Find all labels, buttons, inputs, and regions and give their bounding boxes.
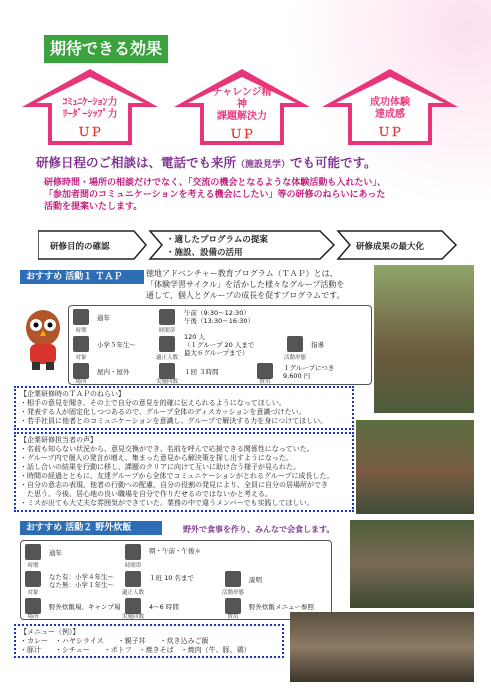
step-2a: ・適したプログラムの提案: [166, 235, 268, 245]
cell-label: 適正人数: [121, 590, 144, 596]
menu-line: ・カレー ・ハヤシライス ・親子丼 ・炊き込みご飯: [20, 637, 209, 645]
tap-group-photo: [356, 420, 474, 514]
arrow-challenge: [172, 67, 312, 147]
cell-label: 実施回数: [155, 379, 178, 385]
consult-line: [36, 153, 377, 171]
arrow-communication: [20, 67, 160, 147]
cell-value: 4～6 時間: [149, 603, 179, 611]
client-voice-box: [14, 432, 354, 512]
activity2-info-grid: [20, 540, 332, 620]
instructor-icon: [225, 571, 241, 587]
cooking-fire-photo: [290, 612, 474, 682]
consult-tail: でも可能です。: [290, 155, 377, 170]
consult-main: 研修日程のご相談は、電話でも来所: [36, 155, 237, 170]
intro-line: 通して、個人とグループの成長を促すプログラムです。: [146, 291, 345, 300]
cell-value: １班 10 名まで: [149, 574, 194, 582]
cell-value: １回 ３時間: [184, 368, 219, 376]
box-line: ・グループ内で個人の発言が増え、集まった意見から解決策を探し出すようになった。: [20, 454, 293, 462]
cell-value: 朝・午前・午後＊: [149, 547, 201, 555]
box-line: ・若手社員に他者とのコミュニケーションを意識し、グループで解決する力を身につけてほしい。: [20, 417, 328, 425]
menu-line: ・豚汁 ・シチュー ・ポトフ ・焼きそば ・焼肉（牛、豚、鶏）: [20, 646, 251, 654]
instructor-icon: [287, 336, 303, 352]
consult-description: [44, 177, 449, 213]
cell-label: 時間帯: [124, 563, 142, 569]
cell-label: 費用: [259, 379, 271, 385]
cooking-group-photo: [350, 520, 474, 608]
box-line: ・相手の意見を聞き、その上で自分の意見を的確に伝えられるようになってほしい。: [20, 399, 286, 407]
desc-line: 「参加者間のコミュニケーションを考える機会にしたい」等の研修のねらいにあった: [44, 190, 386, 200]
tap-aims-box: [14, 386, 354, 430]
intro-line: 徳地アドベンチャー教育プログラム（ＴＡＰ）とは、: [146, 269, 338, 278]
box-line: た思う。今後、居心地の良い職場を自分で作りだせるのではないかと考える。: [20, 490, 272, 498]
cell-value: 屋内・屋外: [97, 368, 130, 376]
box-title: 【企業研修時のＴＡＰのねらい】: [20, 390, 125, 398]
arrow-label: チャレンジ精 神 課題解決力: [212, 87, 272, 122]
cell-value: 野外炊飯メニュー参照: [249, 603, 314, 611]
cell-label: 時期: [75, 328, 87, 334]
cell-label: 時間帯: [158, 328, 176, 334]
intro-line: 「体験学習サイクル」を活かした様々なグループ活動を: [146, 280, 345, 289]
people-icon: [25, 571, 41, 587]
mascot-owl-illustration: [22, 306, 64, 372]
cell-label: 実施回数: [121, 614, 144, 620]
cell-label: 場所: [75, 379, 87, 385]
group-icon: [125, 571, 141, 587]
cell-label: 時期: [27, 563, 39, 569]
desc-line: 研修時間・場所の相談だけでなく、「交流の機会となるような体験活動も入れたい」、: [44, 178, 386, 188]
cell-value: 小学５年生～: [97, 341, 136, 349]
cell-value: 120 人 （１グループ 20 人まで 最大６グループまで）: [184, 333, 255, 357]
menu-box: [14, 624, 284, 658]
box-line: ・名前も知らない状況から、意見交換ができ、名前を呼んで応援できる関係性になっていた。: [20, 445, 314, 453]
calendar-icon: [25, 544, 41, 560]
page-title: 期待できる効果: [44, 35, 168, 63]
cell-label: 対象: [75, 355, 87, 361]
clock-icon: [125, 544, 141, 560]
cell-value: 野外炊飯場、キャンプ場: [49, 603, 121, 611]
box-line: ・時間の経過とともに、友達グループから全体でコミュニケーションがとれるグループに成長した。: [20, 472, 334, 480]
box-line: ・話し合いの結果を行動に移し、課題のクリアに向けて互いに助け合う様子が見られた。: [20, 463, 300, 471]
cell-label: 対象: [27, 590, 39, 596]
arrow-label: ｺﾐｭﾆｹｰｼｮﾝ力 ﾘｰﾀﾞｰｼｯﾌﾟ力: [62, 97, 118, 120]
box-title: 【企業研修担当者の声】: [20, 436, 97, 444]
desc-line: 活動を提案いたします。: [44, 202, 143, 212]
activity1-label: おすすめ 活動１ ＴＡＰ: [20, 270, 144, 284]
cell-value: 指導: [311, 341, 324, 349]
activity1-info-grid: [68, 305, 372, 385]
cell-value: 通年: [49, 549, 62, 557]
cell-value: 通年: [97, 314, 110, 322]
cell-value: なた有：小学４年生～ なた無：小学１年生～: [49, 573, 114, 589]
clock-icon: [159, 309, 175, 325]
activity2-label: おすすめ 活動２ 野外炊飯: [20, 521, 162, 535]
group-icon: [159, 336, 175, 352]
cell-label: 活動形態: [283, 355, 306, 361]
arrow-up-label: ＵＰ: [229, 127, 254, 141]
activity2-pill: 野外で食事を作り、みんなで会食します。: [183, 525, 335, 534]
cell-value: 説明: [249, 576, 262, 584]
step-2b: ・施設、設備の活用: [166, 248, 243, 258]
box-title: 【メニュー（例）】: [20, 628, 80, 636]
calendar-icon: [73, 309, 89, 325]
consult-small: （施設見学）: [236, 160, 291, 170]
cell-label: 適正人数: [155, 355, 178, 361]
step-3: 研修成果の最大化: [356, 242, 425, 252]
arrow-up-label: ＵＰ: [377, 125, 402, 139]
cell-value: １グループにつき 9,600 円: [283, 364, 335, 380]
cell-label: 費用: [227, 614, 239, 620]
arrow-up-label: ＵＰ: [77, 125, 102, 139]
step-1: 研修目的の確認: [50, 242, 110, 252]
cell-label: 活動形態: [221, 590, 244, 596]
people-icon: [73, 336, 89, 352]
box-line: ・発表する人が固定化しつつあるので、グループ全体のディスカッションを意識づけたい。: [20, 408, 306, 416]
activity1-intro: [146, 268, 371, 301]
arrow-success: [320, 67, 460, 147]
box-line: ・自分の意志の表現、他者の行動への配慮、自分の役割の発見により、全員に自分の居場所ができ: [20, 481, 328, 489]
cell-value: 午前（9:30～12:30） 午後（13:30～16:30）: [184, 309, 254, 325]
process-steps: [38, 229, 458, 261]
cell-label: 場所: [27, 614, 39, 620]
tap-climbing-photo: [374, 265, 474, 413]
box-line: ・ミスが出ても大丈夫な雰囲気ができていた。業務の中で違うメンバーでも实践してほしい。: [20, 499, 314, 507]
arrow-label: 成功体験 達成感: [370, 97, 410, 120]
